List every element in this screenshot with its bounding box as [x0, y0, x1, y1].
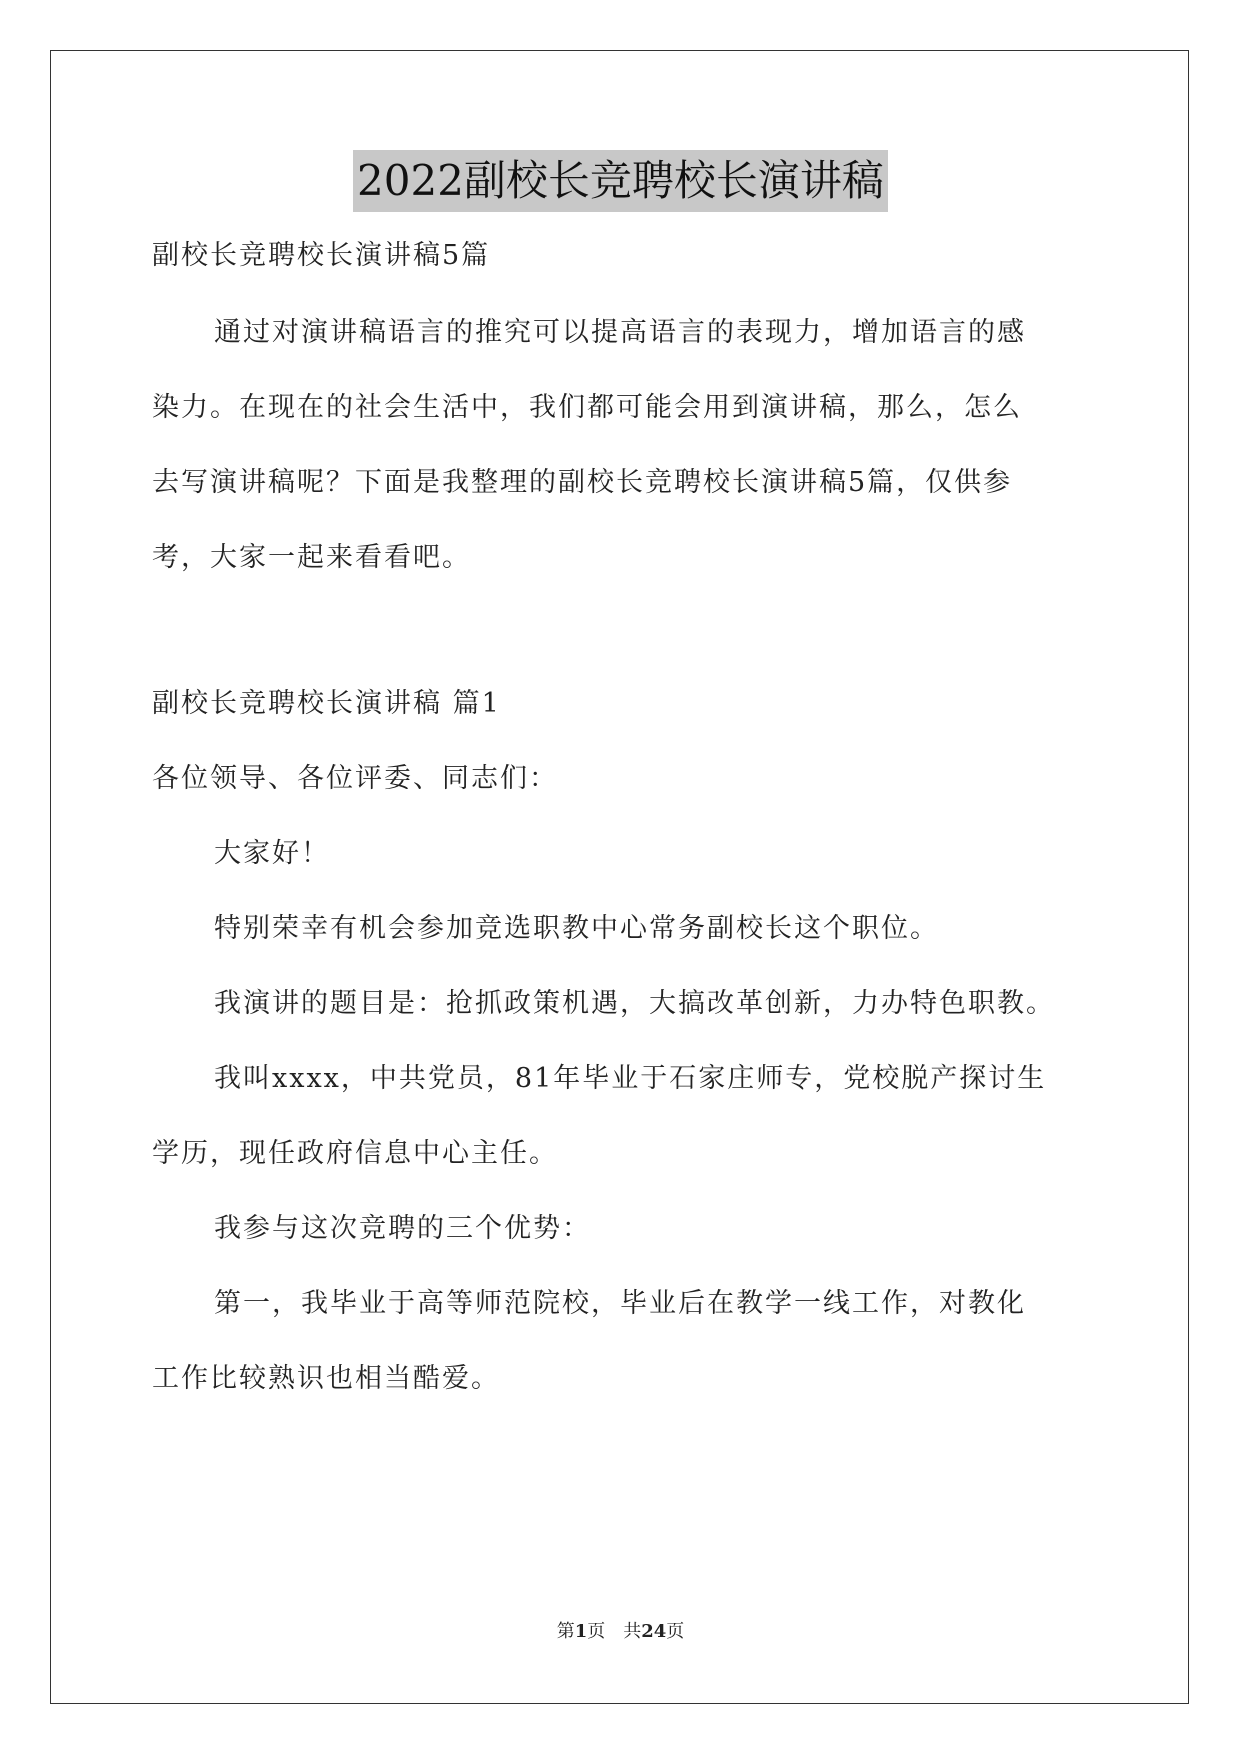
page-prefix: 第: [556, 1621, 575, 1642]
salutation: 各位领导、各位评委、同志们：: [152, 763, 558, 794]
page-suffix: 页: [587, 1621, 606, 1642]
body-line-3: 我演讲的题目是：抢抓政策机遇，大搞改革创新，力办特色职教。: [214, 988, 1055, 1019]
page-border: [50, 50, 1189, 1704]
intro-line-4: 考，大家一起来看看吧。: [152, 542, 471, 573]
total-suffix: 页: [666, 1621, 685, 1642]
body-line-1: 大家好！: [214, 838, 330, 869]
body-line-5: 学历，现任政府信息中心主任。: [152, 1138, 558, 1169]
current-page-number: 1: [574, 1621, 588, 1642]
page-footer: [0, 1617, 1241, 1643]
document-title: 2022副校长竞聘校长演讲稿: [353, 150, 888, 212]
intro-line-2: 染力。在现在的社会生活中，我们都可能会用到演讲稿，那么，怎么: [152, 392, 1022, 423]
total-page-number: 24: [641, 1621, 667, 1642]
document-subtitle: 副校长竞聘校长演讲稿5篇: [152, 240, 491, 271]
body-line-7: 第一，我毕业于高等师范院校，毕业后在教学一线工作，对教化: [214, 1288, 1026, 1319]
body-line-2: 特别荣幸有机会参加竞选职教中心常务副校长这个职位。: [214, 913, 939, 944]
section-heading: 副校长竞聘校长演讲稿 篇1: [152, 688, 501, 719]
title-container: [0, 150, 1241, 212]
intro-line-3: 去写演讲稿呢？下面是我整理的副校长竞聘校长演讲稿5篇，仅供参: [152, 467, 1013, 498]
body-line-6: 我参与这次竞聘的三个优势：: [214, 1213, 591, 1244]
body-line-8: 工作比较熟识也相当酷爱。: [152, 1363, 500, 1394]
total-prefix: 共: [623, 1621, 642, 1642]
body-line-4: 我叫xxxx，中共党员，81年毕业于石家庄师专，党校脱产探讨生: [214, 1063, 1047, 1094]
intro-line-1: 通过对演讲稿语言的推究可以提高语言的表现力，增加语言的感: [214, 317, 1026, 348]
